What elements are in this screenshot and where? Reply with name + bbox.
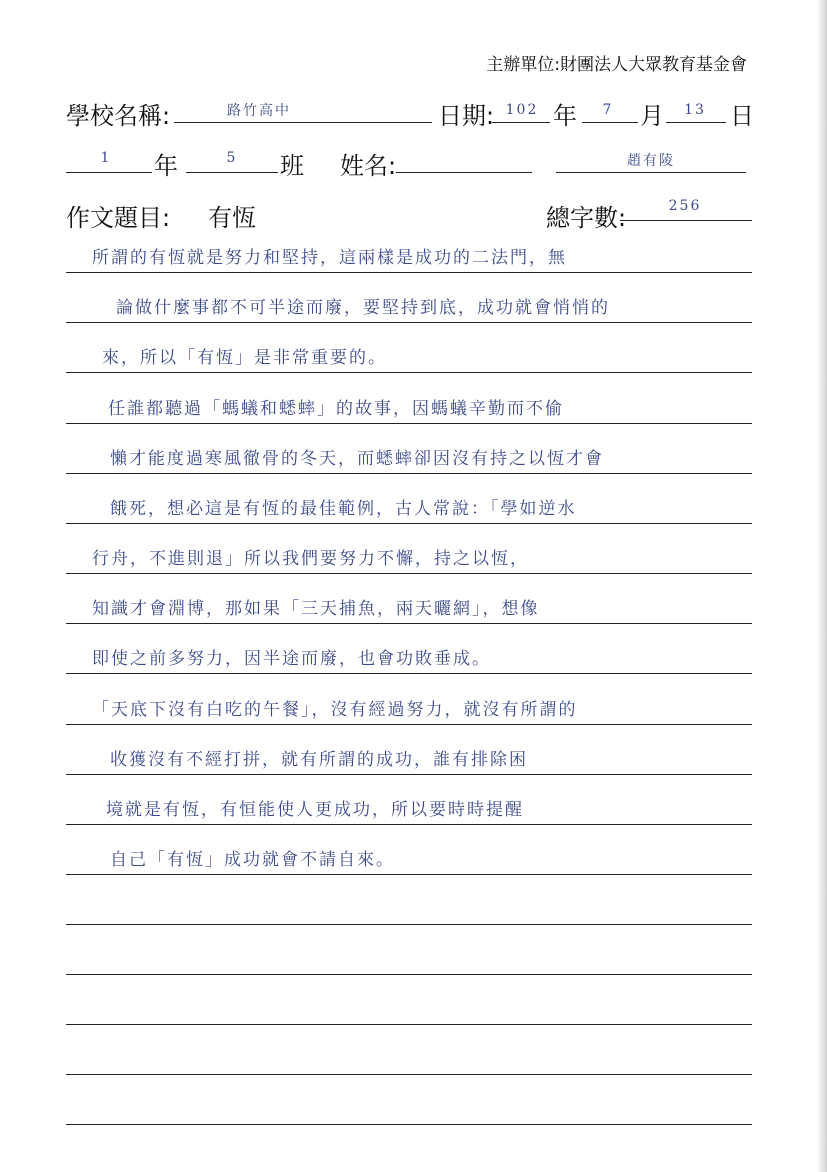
grade-label: 年 [154, 152, 178, 180]
class-value: 5 [226, 150, 238, 166]
ruled-line [66, 523, 752, 524]
school-name-value: 路竹高中 [227, 103, 291, 119]
name-underline-1 [396, 172, 532, 173]
month-label: 月 [640, 102, 664, 130]
essay-title-value: 有恆 [208, 204, 256, 232]
name-underline-2 [556, 172, 746, 173]
word-count-label: 總字數: [546, 204, 627, 232]
date-day-underline [666, 122, 726, 123]
grade-underline [66, 172, 152, 173]
essay-line-1: 所謂的有恆就是努力和堅持，這兩樣是成功的二法門，無 [92, 248, 567, 268]
ruled-line [66, 774, 752, 775]
ruled-line [66, 423, 752, 424]
name-label: 姓名: [340, 152, 397, 180]
ruled-line [66, 272, 752, 273]
student-name-value: 趙有陵 [627, 153, 675, 169]
essay-line-6: 餓死，想必這是有恆的最佳範例，古人常說：「學如逆水 [110, 499, 577, 519]
ruled-line [66, 874, 752, 875]
essay-line-2: 論做什麼事都不可半途而廢，要堅持到底，成功就會悄悄的 [116, 298, 610, 318]
day-label: 日 [730, 102, 754, 130]
organizer-text: 主辦單位:財團法人大眾教育基金會 [486, 55, 747, 75]
school-underline [174, 122, 432, 123]
date-year-value: 102 [505, 102, 539, 118]
ruled-line [66, 673, 752, 674]
ruled-line [66, 824, 752, 825]
scan-edge-shadow [817, 0, 827, 1172]
school-label: 學校名稱: [66, 102, 171, 130]
ruled-line [66, 372, 752, 373]
essay-line-9: 即使之前多努力，因半途而廢，也會功敗垂成。 [92, 649, 491, 669]
date-month-underline [582, 122, 638, 123]
ruled-line [66, 623, 752, 624]
essay-line-3: 來，所以「有恆」是非常重要的。 [102, 348, 387, 368]
class-label: 班 [280, 152, 304, 180]
ruled-line [66, 473, 752, 474]
word-count-value: 256 [668, 198, 702, 214]
year-label: 年 [553, 102, 577, 130]
grade-value: 1 [100, 150, 112, 166]
ruled-line [66, 322, 752, 323]
essay-line-4: 任誰都聽過「螞蟻和蟋蟀」的故事，因螞蟻辛勤而不偷 [108, 399, 564, 419]
ruled-line [66, 1124, 752, 1125]
essay-line-11: 收獲沒有不經打拼，就有所謂的成功，誰有排除困 [110, 750, 528, 770]
date-day-value: 13 [684, 102, 706, 118]
ruled-line [66, 573, 752, 574]
class-underline [186, 172, 278, 173]
ruled-line [66, 724, 752, 725]
ruled-line [66, 1074, 752, 1075]
essay-line-8: 知識才會淵博，那如果「三天捕魚，兩天曬網」，想像 [92, 599, 540, 619]
essay-line-12: 境就是有恆，有恒能使人更成功，所以要時時提醒 [106, 800, 524, 820]
essay-title-label: 作文題目: [66, 204, 171, 232]
essay-line-7: 行舟，不進則退」所以我們要努力不懈，持之以恆， [92, 549, 529, 569]
date-label: 日期: [438, 102, 495, 130]
essay-line-5: 懶才能度過寒風徹骨的冬天，而蟋蟀卻因沒有持之以恆才會 [110, 449, 604, 469]
essay-line-13: 自己「有恆」成功就會不請自來。 [110, 850, 395, 870]
ruled-line [66, 1024, 752, 1025]
date-month-value: 7 [602, 102, 614, 118]
ruled-line [66, 974, 752, 975]
date-year-underline [492, 122, 550, 123]
essay-line-10: 「天底下沒有白吃的午餐」，沒有經過努力，就沒有所謂的 [92, 700, 578, 720]
ruled-line [66, 924, 752, 925]
word-count-underline [620, 220, 752, 221]
